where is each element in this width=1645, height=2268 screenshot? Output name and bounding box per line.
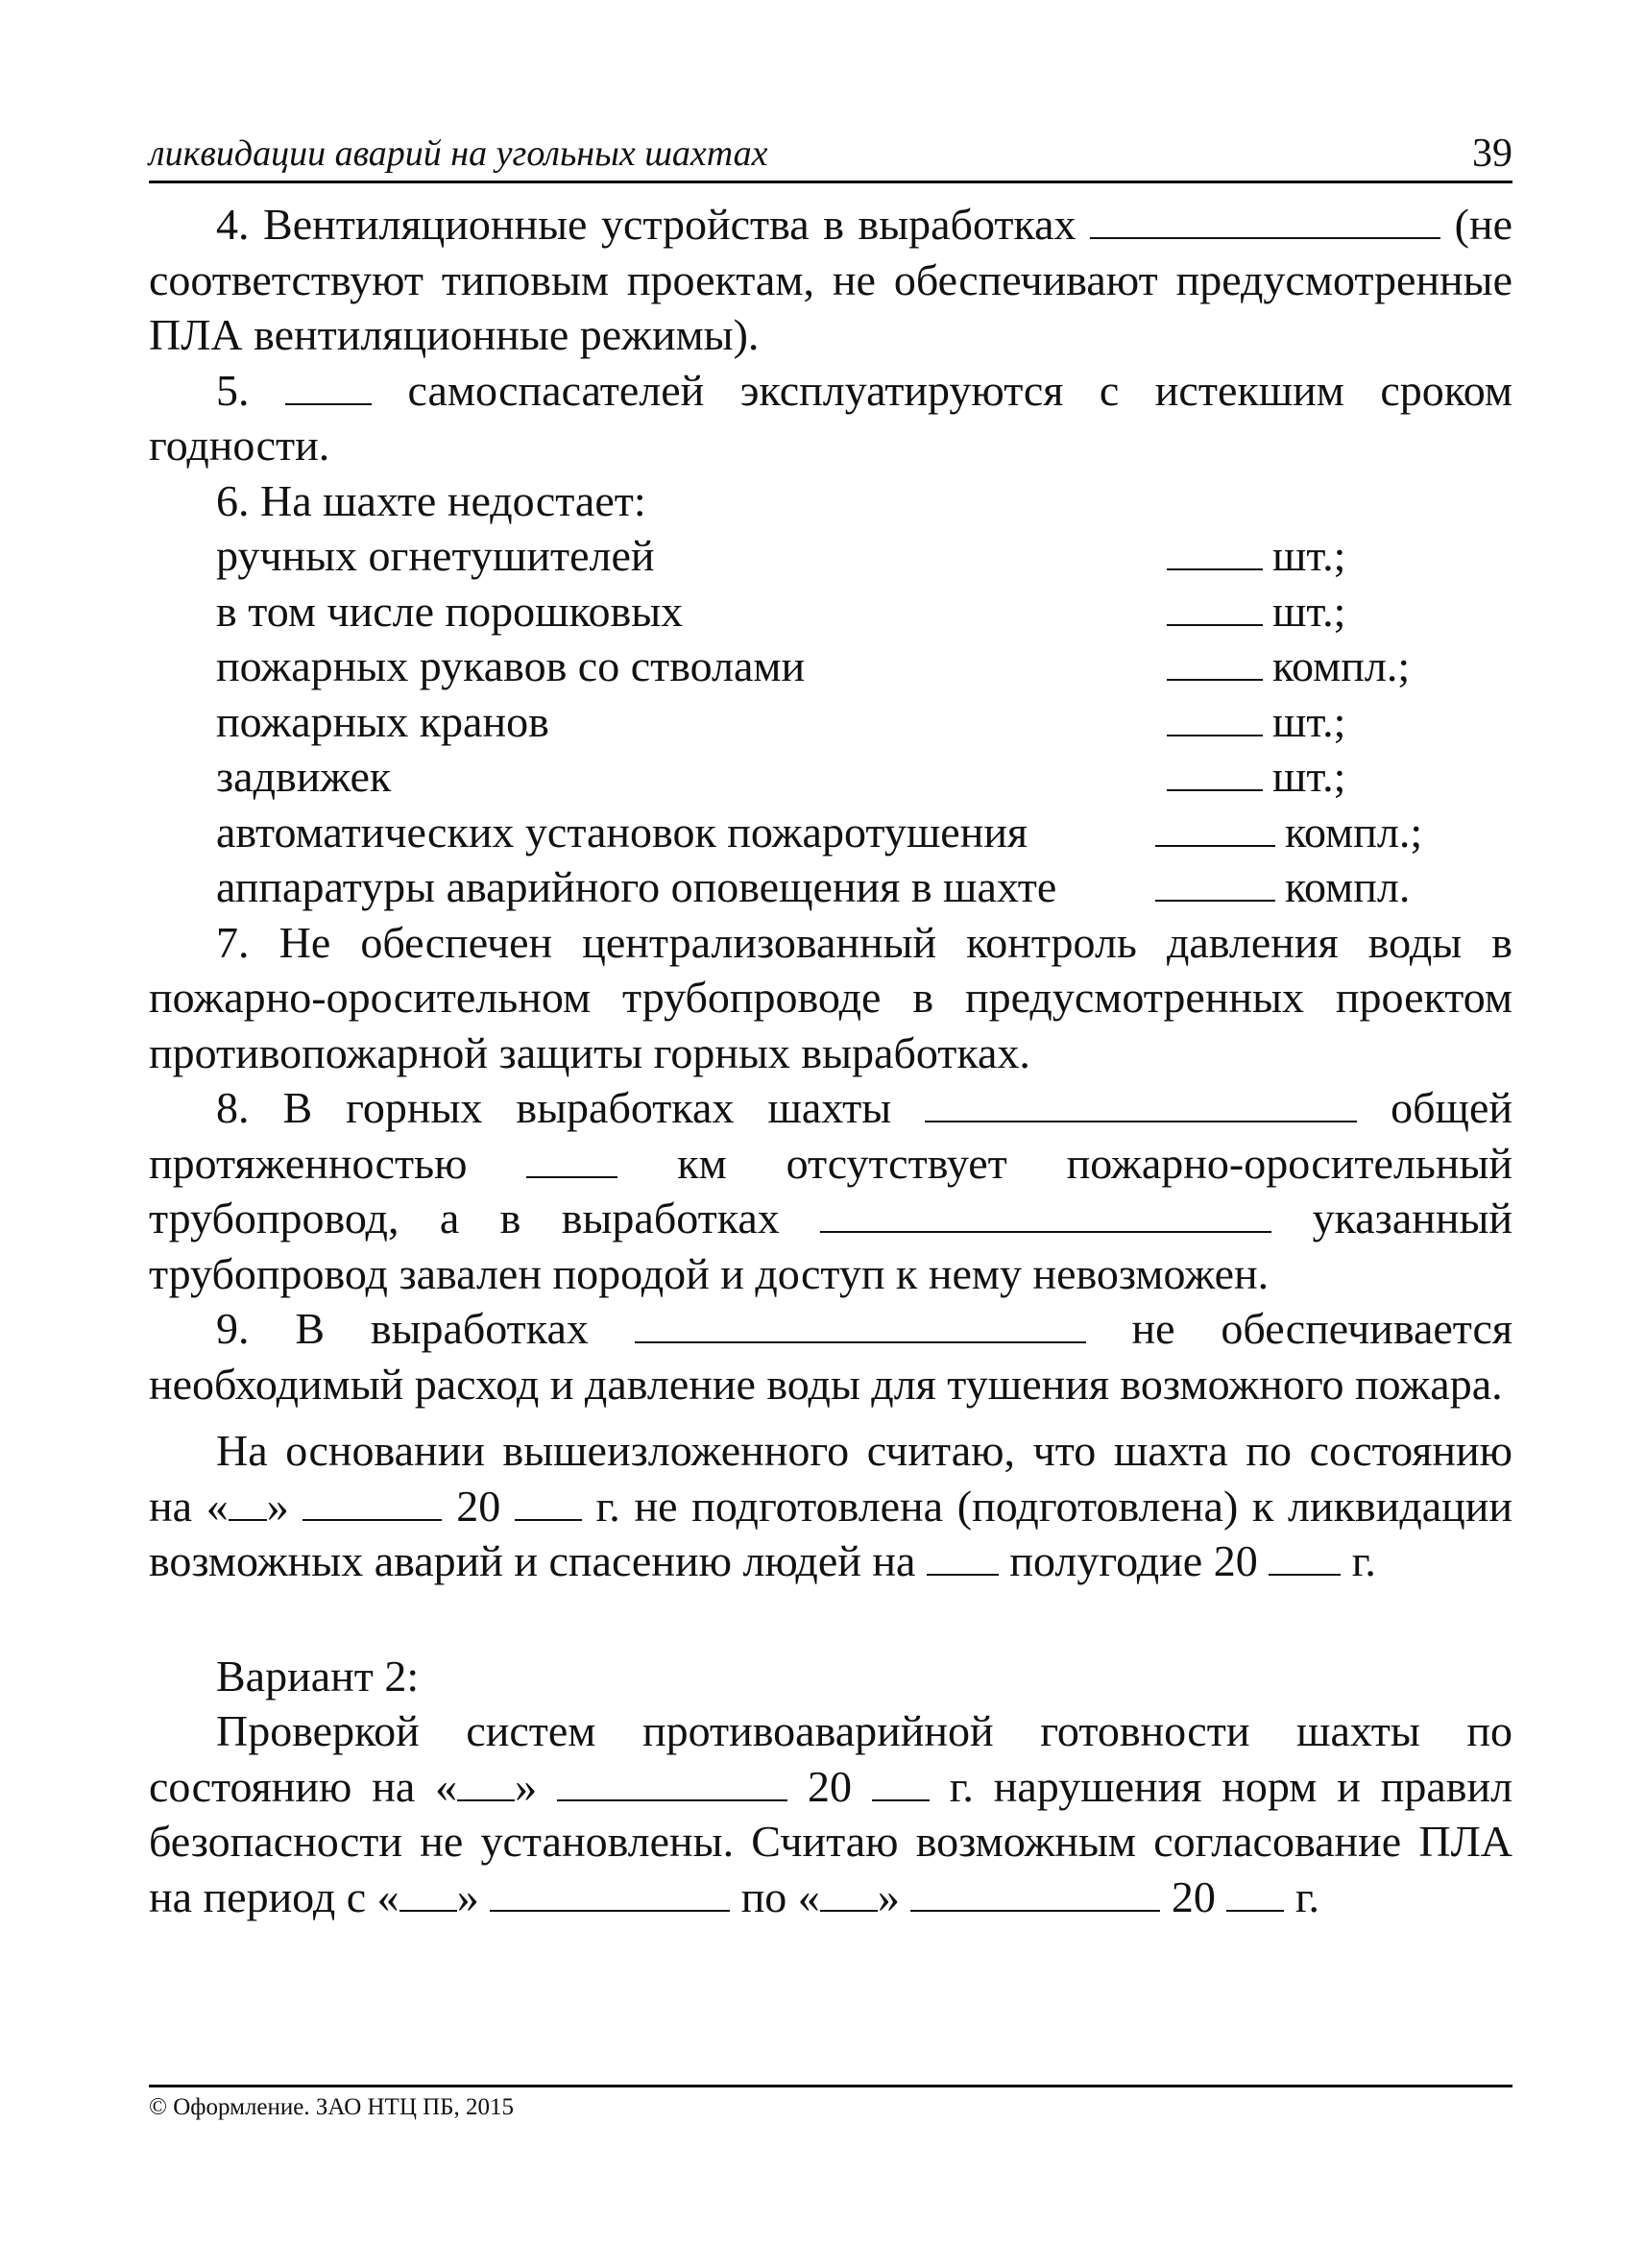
item-4-text: 4. Вентиляционные устройства в выработках xyxy=(216,200,1077,249)
blank-field[interactable] xyxy=(526,1136,617,1178)
list-item xyxy=(149,859,1512,915)
item-4 xyxy=(149,197,1512,363)
variant-2-text-h: 20 xyxy=(1171,1871,1216,1921)
list-item xyxy=(149,584,1512,639)
blank-field[interactable] xyxy=(399,1870,457,1912)
blank-field[interactable] xyxy=(285,363,372,405)
variant-2-text-f: по « xyxy=(740,1871,820,1921)
shortage-unit: компл.; xyxy=(1272,641,1411,690)
shortage-label: ручных огнетушителей xyxy=(216,531,655,580)
item-6-title: 6. На шахте недостает: xyxy=(216,475,646,525)
blank-field[interactable] xyxy=(1269,1533,1341,1576)
item-8-text-b: общей протяженностью xyxy=(149,1083,1512,1188)
running-header xyxy=(149,123,1512,183)
blank-field[interactable] xyxy=(457,1759,515,1801)
item-8-text-a: 8. В горных выработках шахты xyxy=(216,1083,892,1132)
variant-2-text xyxy=(149,1703,1512,1924)
shortage-unit: компл. xyxy=(1285,862,1411,911)
blank-field[interactable] xyxy=(1167,584,1263,626)
blank-field[interactable] xyxy=(927,1533,999,1576)
shortage-list xyxy=(149,528,1512,915)
footer-copyright: © Оформление. ЗАО НТЦ ПБ, 2015 xyxy=(149,2094,515,2120)
blank-field[interactable] xyxy=(1226,1870,1284,1912)
blank-field[interactable] xyxy=(925,1080,1357,1122)
item-9-text-a: 9. В выработках xyxy=(216,1304,589,1353)
shortage-unit: шт.; xyxy=(1272,752,1346,801)
list-item xyxy=(149,639,1512,694)
blank-field[interactable] xyxy=(820,1870,878,1912)
variant-2-heading: Вариант 2: xyxy=(216,1651,420,1701)
item-8 xyxy=(149,1080,1512,1301)
shortage-unit: шт.; xyxy=(1272,696,1346,746)
conclusion-text-d: г. не подготовлена (подготовлена) к ликвидации возможных аварий и спасению людей на xyxy=(149,1481,1512,1585)
blank-field[interactable] xyxy=(1167,749,1263,791)
item-5 xyxy=(149,363,1512,473)
variant-2-text-e: » xyxy=(456,1871,479,1921)
item-5-number: 5. xyxy=(216,365,250,415)
blank-field[interactable] xyxy=(1167,528,1263,570)
conclusion xyxy=(149,1423,1512,1589)
shortage-unit: шт.; xyxy=(1272,531,1346,580)
variant-2-text-a: Проверкой систем противоаварийной готовности шахты по состоянию на « xyxy=(149,1706,1512,1811)
blank-field[interactable] xyxy=(910,1870,1160,1912)
item-5-text: самоспасателей эксплуатируются с истекшим сроком годности. xyxy=(149,365,1512,470)
conclusion-text-a: На основании вышеизложенного считаю, что шахта по состоянию на « xyxy=(149,1426,1512,1531)
shortage-unit: шт.; xyxy=(1272,586,1346,636)
blank-field[interactable] xyxy=(557,1759,787,1801)
list-item xyxy=(149,749,1512,805)
footer-divider xyxy=(149,2085,1512,2087)
running-header-title: ликвидации аварий на угольных шахтах xyxy=(149,133,768,174)
conclusion-text-c: 20 xyxy=(456,1481,501,1531)
shortage-unit: компл.; xyxy=(1285,807,1423,857)
shortage-label: в том числе порошковых xyxy=(216,586,684,636)
shortage-label: пожарных кранов xyxy=(216,696,549,746)
blank-field[interactable] xyxy=(1167,639,1263,681)
blank-field[interactable] xyxy=(1155,805,1275,847)
item-7: 7. Не обеспечен централизованный контроль давления воды в пожарно-оросительном трубопроводе в предусмотренных проектом противопожарной защиты горных выработках. xyxy=(149,917,1512,1077)
blank-field[interactable] xyxy=(229,1479,267,1521)
blank-field[interactable] xyxy=(635,1301,1086,1343)
shortage-label: аппаратуры аварийного оповещения в шахте xyxy=(216,862,1057,911)
variant-2-text-d: г. нарушения норм и правил безопасности не установлены. Считаю возможным согласование ПЛА на период с « xyxy=(149,1761,1513,1921)
page-number: 39 xyxy=(1472,132,1512,176)
item-8-text-c: км отсутствует пожарно-оросительный трубопровод, а в выработках xyxy=(149,1138,1513,1243)
item-4-note: (не соответствуют типовым проектам, не обеспечивают предусмотренные ПЛА вентиляционные режимы). xyxy=(149,200,1513,359)
list-item xyxy=(149,805,1512,860)
variant-2-text-c: 20 xyxy=(807,1761,852,1811)
conclusion-text-f: г. xyxy=(1351,1536,1376,1585)
page-body xyxy=(149,197,1512,1924)
shortage-label: пожарных рукавов со стволами xyxy=(216,641,806,690)
item-8-text-d: указанный трубопровод завален породой и доступ к нему невозможен. xyxy=(149,1194,1513,1298)
variant-2-text-i: г. xyxy=(1294,1871,1319,1921)
shortage-label: задвижек xyxy=(216,752,392,801)
blank-field[interactable] xyxy=(872,1759,930,1801)
blank-field[interactable] xyxy=(490,1870,730,1912)
variant-2-text-g: » xyxy=(877,1871,900,1921)
item-9-text-b: не обеспечивается необходимый расход и давление воды для тушения возможного пожара. xyxy=(149,1304,1513,1409)
list-item xyxy=(149,528,1512,584)
item-9 xyxy=(149,1301,1512,1411)
blank-field[interactable] xyxy=(1155,859,1275,902)
list-item xyxy=(149,694,1512,750)
shortage-label: автоматических установок пожаротушения xyxy=(216,807,1028,857)
blank-field[interactable] xyxy=(1090,197,1440,239)
variant-2-text-b: » xyxy=(515,1761,538,1811)
conclusion-text-b: » xyxy=(266,1481,289,1531)
blank-field[interactable] xyxy=(1167,694,1263,736)
blank-field[interactable] xyxy=(820,1191,1271,1233)
blank-field[interactable] xyxy=(302,1479,442,1521)
blank-field[interactable] xyxy=(515,1479,582,1521)
conclusion-text-e: полугодие 20 xyxy=(1009,1536,1258,1585)
